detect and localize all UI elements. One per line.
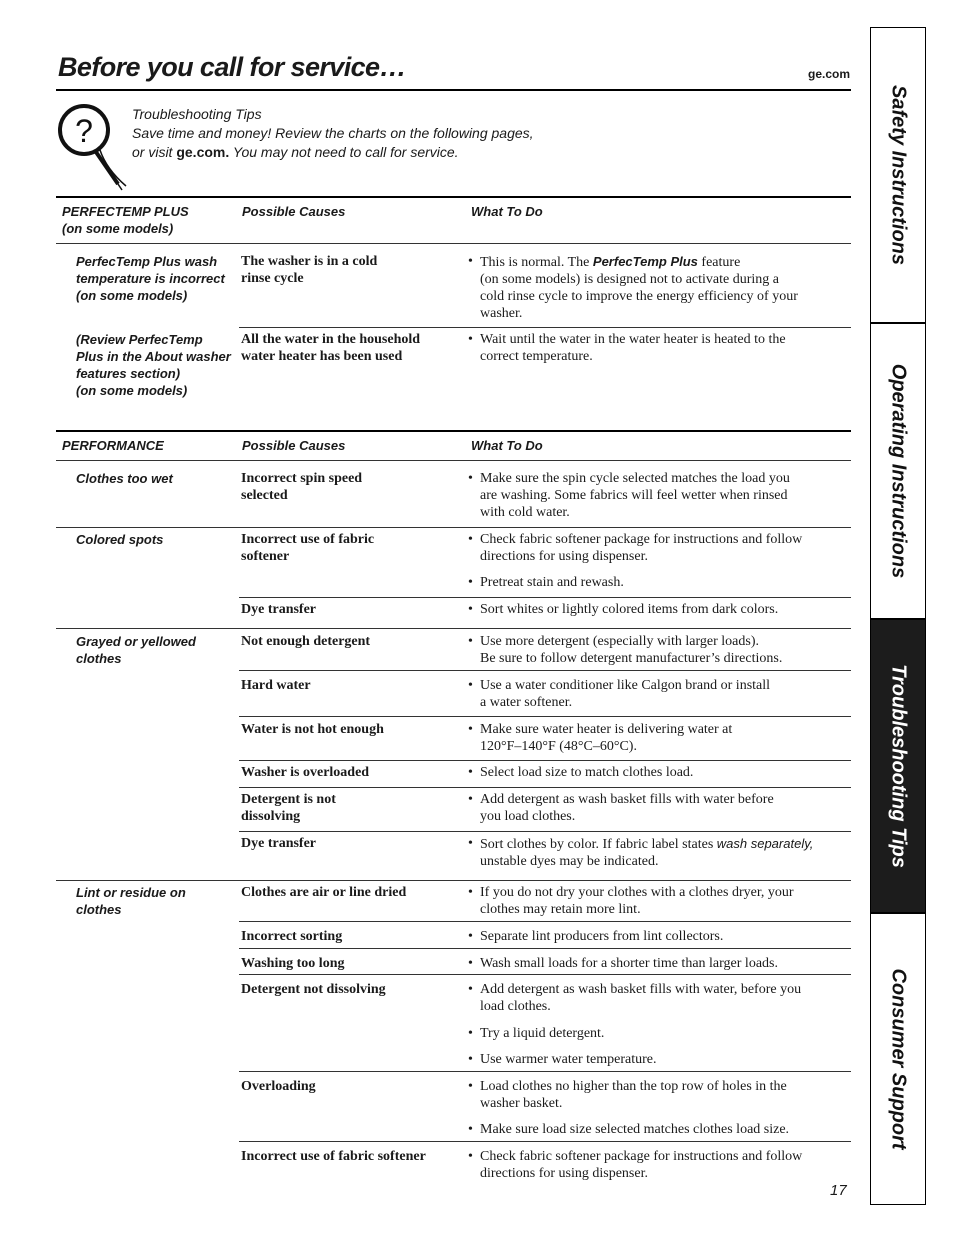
tab-label: Operating Instructions (887, 363, 910, 579)
todo-item: • Add detergent as wash basket fills with water, before you load clothes. (468, 982, 802, 1014)
tab-consumer-support[interactable] (871, 914, 925, 1204)
tab-operating-instructions[interactable] (871, 324, 925, 620)
todo-item: • Make sure the spin cycle selected matches the load you are washing. Some fabrics will feel wetter when rinsed with cold water. (468, 471, 790, 520)
cause-label: Overloading (241, 1079, 316, 1094)
tab-label: Consumer Support (887, 968, 910, 1150)
section-title-performance: PERFORMANCE (62, 438, 164, 453)
todo-item: • Sort clothes by color. If fabric label states wash separately, unstable dyes may be indicated. (468, 836, 814, 869)
row-divider (56, 880, 851, 881)
problem-label: Colored spots (76, 532, 164, 547)
column-header-todo: What To Do (471, 438, 543, 453)
cause-label: Dye transfer (241, 836, 317, 851)
cause-label: All the water in the household water heater has been used (241, 332, 421, 364)
ge-link[interactable]: ge.com. (176, 144, 230, 160)
row-divider (239, 760, 851, 761)
cause-label: Washer is overloaded (241, 765, 370, 780)
tab-label: Troubleshooting Tips (887, 664, 910, 868)
todo-item: • Load clothes no higher than the top row of holes in the washer basket. (468, 1079, 787, 1111)
row-divider (239, 597, 851, 598)
row-divider (239, 948, 851, 949)
intro-line: or visit ge.com. You may not need to call for service. (132, 144, 459, 160)
intro-line: Save time and money! Review the charts on the following pages, (132, 125, 534, 141)
row-divider (239, 921, 851, 922)
intro-text (132, 105, 534, 162)
todo-item: • Try a liquid detergent. (468, 1026, 605, 1041)
cause-label: Incorrect spin speed selected (241, 471, 363, 503)
cause-label: Washing too long (241, 956, 345, 971)
todo-item: • Check fabric softener package for instructions and follow directions for using dispenser. (468, 1149, 803, 1181)
cause-label: Incorrect use of fabric softener (241, 532, 375, 564)
row-divider (239, 831, 851, 832)
header-divider (56, 460, 851, 461)
todo-item: • Sort whites or lightly colored items from dark colors. (468, 602, 779, 617)
title-divider (56, 89, 851, 91)
tab-troubleshooting-tips[interactable] (871, 620, 925, 914)
cause-label: The washer is in a cold rinse cycle (241, 254, 378, 286)
cause-label: Water is not hot enough (241, 722, 384, 737)
row-divider (56, 628, 851, 629)
todo-item: • This is normal. The PerfecTemp Plus feature (on some models) is designed not to activate during a cold rinse cycle to improve the energy efficiency of your washer. (468, 254, 798, 321)
todo-item: • Add detergent as wash basket fills with water before you load clothes. (468, 792, 774, 824)
problem-label: Lint or residue on clothes (76, 885, 186, 917)
todo-item: • Select load size to match clothes load. (468, 765, 694, 780)
side-nav (870, 27, 926, 1205)
row-divider (239, 974, 851, 975)
problem-label: Grayed or yellowed clothes (76, 634, 196, 666)
intro-heading: Troubleshooting Tips (132, 106, 262, 122)
row-divider (239, 716, 851, 717)
site-url[interactable]: ge.com (807, 67, 850, 81)
svg-text:?: ? (75, 113, 93, 149)
todo-item: • Make sure water heater is delivering water at 120°F–140°F (48°C–60°C). (468, 722, 733, 754)
cause-label: Incorrect use of fabric softener (241, 1149, 426, 1164)
todo-item: • Make sure load size selected matches clothes load size. (468, 1122, 790, 1137)
cause-label: Incorrect sorting (241, 929, 343, 944)
todo-item: • Separate lint producers from lint collectors. (468, 929, 724, 944)
tab-safety-instructions[interactable] (871, 28, 925, 324)
todo-item: • If you do not dry your clothes with a clothes dryer, your clothes may retain more lint. (468, 885, 794, 917)
row-divider (239, 670, 851, 671)
header-divider (56, 243, 851, 244)
section-divider (56, 430, 851, 432)
column-header-causes: Possible Causes (242, 204, 346, 219)
todo-item: • Use a water conditioner like Calgon brand or install a water softener. (468, 678, 771, 710)
cause-label: Hard water (241, 678, 311, 693)
todo-item: • Check fabric softener package for instructions and follow directions for using dispenser. (468, 532, 803, 564)
todo-item: • Wait until the water in the water heater is heated to the correct temperature. (468, 332, 786, 364)
todo-item: • Use more detergent (especially with larger loads). Be sure to follow detergent manufacturer’s directions. (468, 634, 783, 666)
cause-label: Detergent is not dissolving (241, 792, 336, 824)
problem-label: (Review PerfecTemp Plus in the About washer features section) (on some models) (76, 332, 231, 398)
row-divider (239, 1071, 851, 1072)
column-header-todo: What To Do (471, 204, 543, 219)
page-number: 17 (830, 1182, 847, 1199)
row-divider (239, 1141, 851, 1142)
row-divider (239, 787, 851, 788)
todo-item: • Use warmer water temperature. (468, 1052, 657, 1067)
row-divider (239, 327, 851, 328)
page-title: Before you call for service… (58, 52, 406, 82)
question-mark-icon (56, 100, 136, 194)
todo-item: • Pretreat stain and rewash. (468, 575, 624, 590)
tab-label: Safety Instructions (887, 84, 910, 266)
cause-label: Dye transfer (241, 602, 317, 617)
problem-label: PerfecTemp Plus wash temperature is incorrect (on some models) (76, 254, 225, 303)
section-title-perfectemp: PERFECTEMP PLUS (on some models) (62, 204, 189, 236)
problem-label: Clothes too wet (76, 471, 173, 486)
column-header-causes: Possible Causes (242, 438, 346, 453)
row-divider (56, 527, 851, 528)
todo-item: • Wash small loads for a shorter time than larger loads. (468, 956, 778, 971)
section-divider (56, 196, 851, 198)
cause-label: Detergent not dissolving (241, 982, 386, 997)
cause-label: Not enough detergent (241, 634, 371, 649)
cause-label: Clothes are air or line dried (241, 885, 407, 900)
